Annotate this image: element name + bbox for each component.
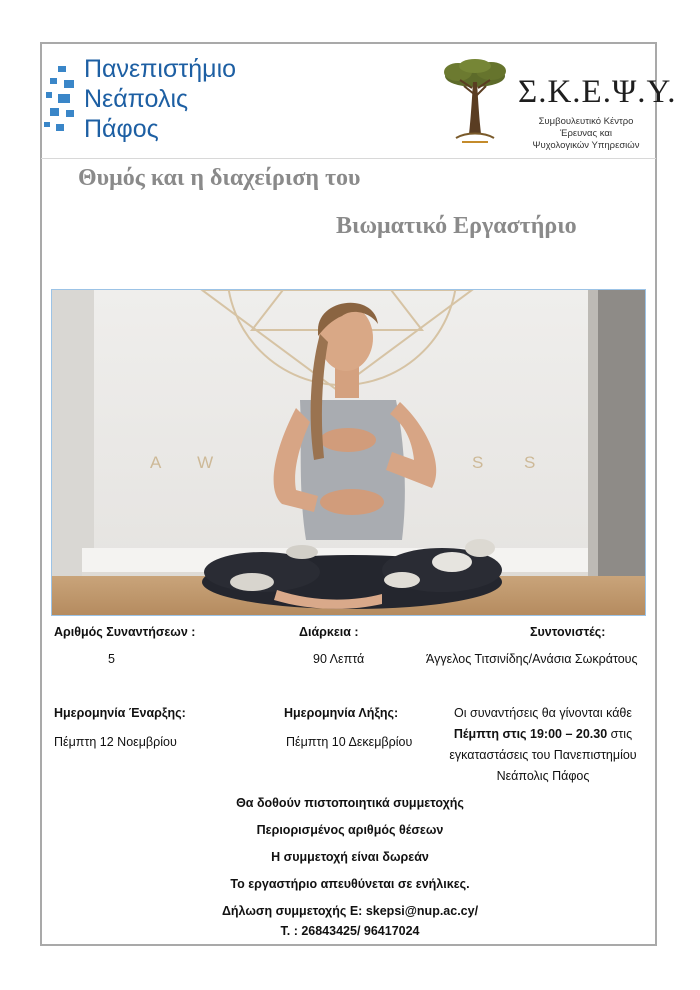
registration-email: Δήλωση συμμετοχής Ε: skepsi@nup.ac.cy/ <box>221 904 479 918</box>
schedule-line-1: Οι συναντήσεις θα γίνονται κάθε <box>454 706 632 720</box>
schedule-line-4: Νεάπολις Πάφος <box>496 769 590 783</box>
duration-value: 90 Λεπτά <box>313 652 365 666</box>
coordinators-value: Άγγελος Τιτσινίδης/Ανάσια Σωκράτους <box>426 652 638 666</box>
limited-seats-note: Περιορισμένος αριθμός θέσεων <box>256 823 444 837</box>
skepsy-subtitle-line-2: Ψυχολογικών Υπηρεσιών <box>532 140 640 151</box>
sessions-value: 5 <box>108 652 115 666</box>
skepsy-logo <box>436 58 677 151</box>
meditation-photo <box>51 289 646 616</box>
university-logo-mark <box>44 54 80 146</box>
sessions-label: Αριθμός Συναντήσεων : <box>54 625 196 639</box>
university-name-line-1: Πανεπιστήμιο <box>84 55 237 83</box>
skepsy-title: Σ.Κ.Ε.Ψ.Υ. <box>518 74 677 110</box>
header-divider <box>41 158 656 159</box>
university-name-line-2: Νεάπολις <box>84 85 189 113</box>
title-line-1: Θυμός και η διαχείριση του <box>78 165 361 191</box>
schedule-line-2-suffix: στις <box>607 727 633 741</box>
adults-note: Το εργαστήριο απευθύνεται σε ενήλικες. <box>230 877 470 891</box>
start-date-label: Ημερομηνία Έναρξης: <box>54 706 186 720</box>
schedule-time: Πέμπτη στις 19:00 – 20.30 <box>453 727 608 741</box>
end-date-label: Ημερομηνία Λήξης: <box>284 706 399 720</box>
schedule-line-3: εγκαταστάσεις του Πανεπιστημίου <box>449 748 637 762</box>
schedule-block <box>426 703 660 787</box>
tree-icon <box>436 58 514 144</box>
duration-label: Διάρκεια : <box>299 625 359 639</box>
wall-text-right: S S <box>472 453 554 472</box>
free-participation-note: Η συμμετοχή είναι δωρεάν <box>271 850 429 864</box>
wall-text-left: A W <box>150 453 230 472</box>
end-date-value: Πέμπτη 10 Δεκεμβρίου <box>286 735 413 749</box>
contact-phone: Τ. : 26843425/ 96417024 <box>280 924 420 938</box>
start-date-value: Πέμπτη 12 Νοεμβρίου <box>54 735 177 749</box>
coordinators-label: Συντονιστές: <box>530 625 606 639</box>
skepsy-subtitle-line-1: Συμβουλευτικό Κέντρο Έρευνας και <box>538 116 634 139</box>
university-name-line-3: Πάφος <box>84 115 159 143</box>
title-line-2: Βιωματικό Εργαστήριο <box>336 213 577 239</box>
university-logo <box>44 54 264 146</box>
certificates-note: Θα δοθούν πιστοποιητικά συμμετοχής <box>236 796 464 810</box>
